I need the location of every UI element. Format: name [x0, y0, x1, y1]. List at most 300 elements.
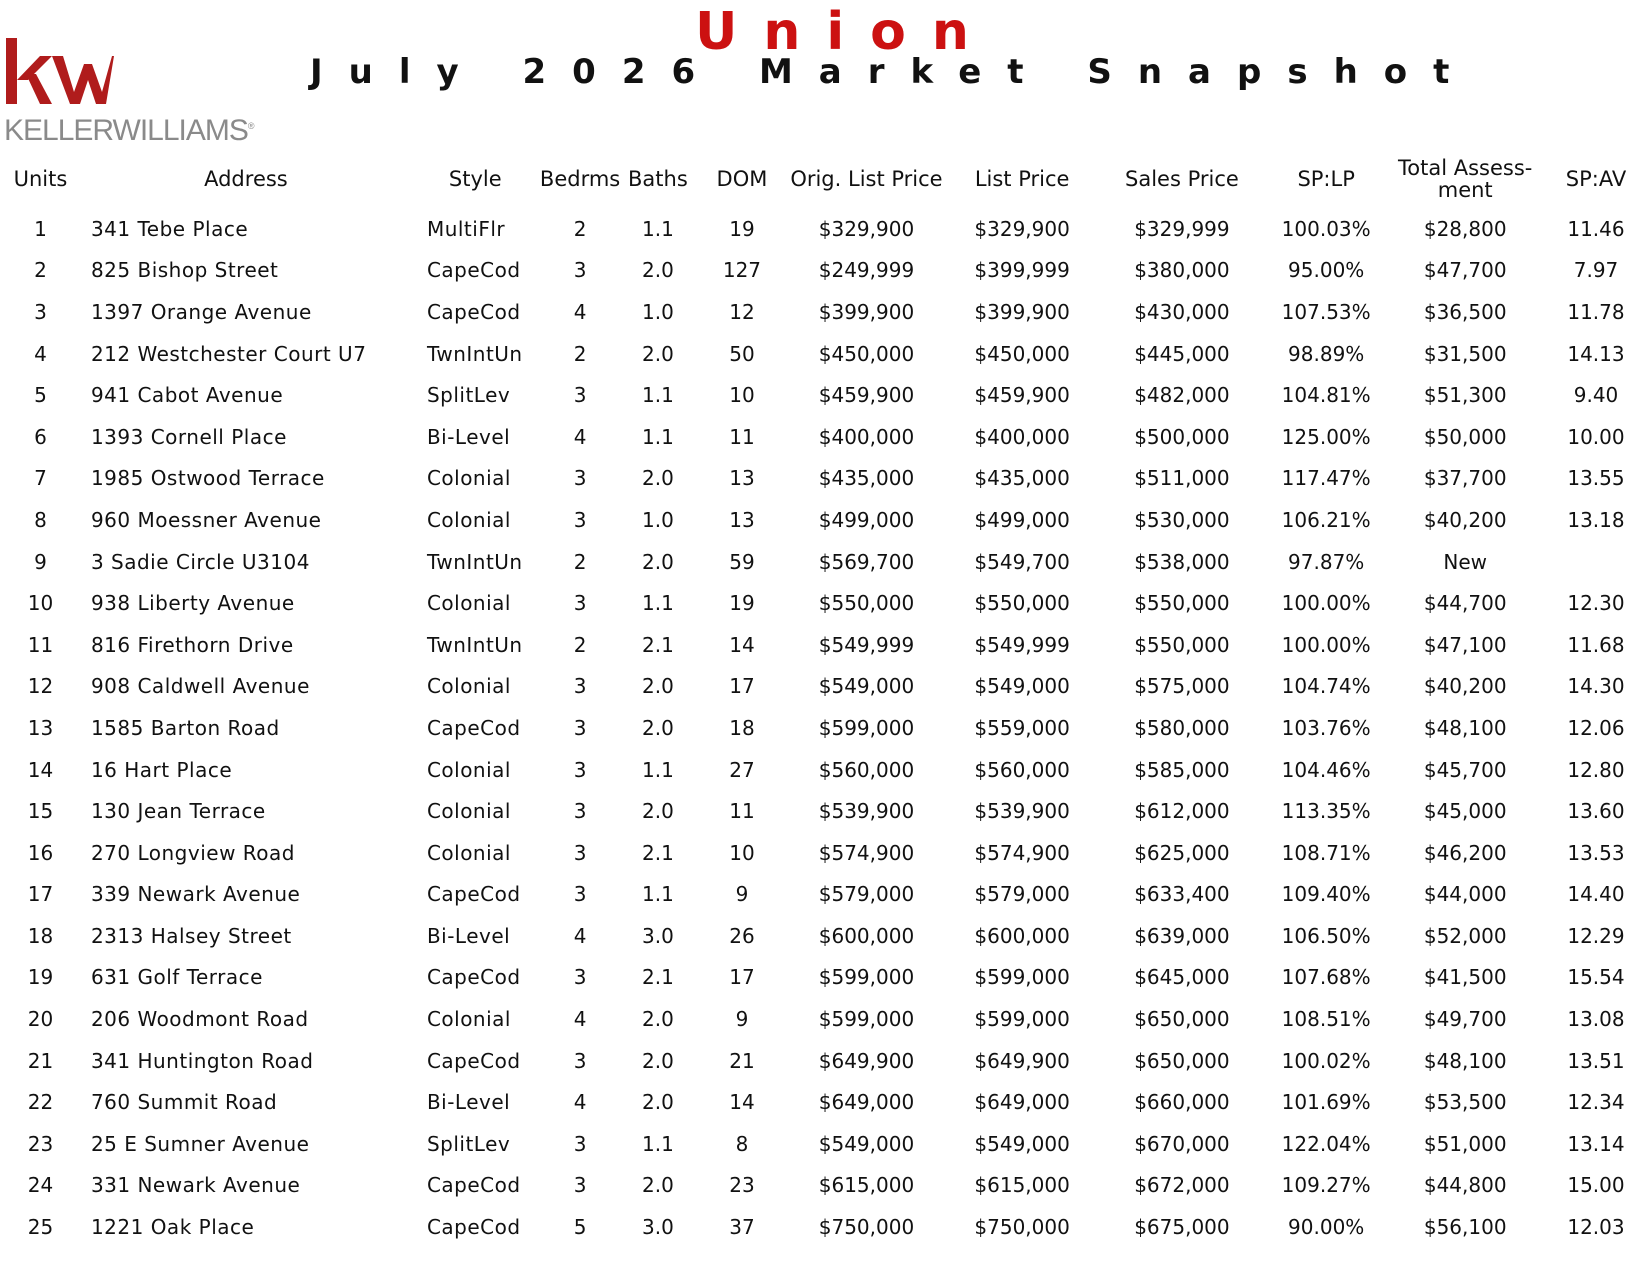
table-row — [0, 582, 1650, 624]
cell-sales-price: $575,000 — [1134, 674, 1230, 699]
cell-sales-price: $482,000 — [1134, 383, 1230, 408]
cell-total-assessment: $37,700 — [1423, 466, 1507, 491]
cell-style: MultiFlr — [426, 216, 506, 241]
cell-style: SplitLev — [426, 1131, 511, 1156]
table-row — [0, 291, 1650, 333]
cell-style: CapeCod — [426, 965, 521, 990]
cell-sales-price: $670,000 — [1134, 1131, 1230, 1156]
cell-sp-av: 11.46 — [1567, 216, 1625, 241]
cell-style: Colonial — [426, 799, 511, 824]
cell-sp-lp: 101.69% — [1281, 1090, 1371, 1115]
cell-orig-list-price: $549,000 — [818, 1131, 915, 1156]
cell-bedrooms: 3 — [573, 383, 587, 408]
cell-total-assessment: $28,800 — [1423, 216, 1507, 241]
cell-baths: 2.0 — [641, 1048, 674, 1073]
cell-orig-list-price: $459,900 — [818, 383, 915, 408]
cell-total-assessment: $44,700 — [1423, 591, 1507, 616]
cell-sales-price: $500,000 — [1134, 424, 1230, 449]
cell-dom: 13 — [729, 466, 755, 491]
logo-wordmark — [4, 114, 254, 148]
cell-list-price: $399,900 — [974, 299, 1070, 324]
cell-orig-list-price: $649,900 — [818, 1048, 915, 1073]
cell-baths: 2.0 — [641, 258, 674, 283]
table-row — [0, 1206, 1650, 1248]
cell-orig-list-price: $249,999 — [818, 258, 915, 283]
cell-baths: 1.1 — [641, 383, 674, 408]
cell-list-price: $400,000 — [974, 424, 1070, 449]
cell-dom: 59 — [729, 549, 755, 574]
cell-sales-price: $660,000 — [1134, 1090, 1230, 1115]
logo-text-keller: KELLER — [4, 114, 113, 147]
cell-list-price: $499,000 — [974, 507, 1070, 532]
table-row — [0, 1123, 1650, 1165]
cell-style: Colonial — [426, 757, 511, 782]
cell-sp-lp: 113.35% — [1281, 799, 1371, 824]
cell-dom: 11 — [729, 799, 755, 824]
cell-total-assessment: $40,200 — [1423, 674, 1507, 699]
cell-unit: 14 — [27, 757, 54, 782]
cell-sp-av: 7.97 — [1573, 258, 1619, 283]
cell-unit: 7 — [34, 466, 47, 491]
cell-total-assessment: $44,800 — [1423, 1173, 1507, 1198]
cell-list-price: $435,000 — [974, 466, 1070, 491]
cell-address: 206 Woodmont Road — [90, 1007, 309, 1032]
cell-dom: 19 — [729, 591, 755, 616]
cell-sp-av: 13.08 — [1567, 1007, 1625, 1032]
report-subtitle: July 2026 Market Snapshot — [310, 52, 1476, 92]
cell-orig-list-price: $400,000 — [818, 424, 915, 449]
cell-sp-lp: 107.68% — [1281, 965, 1371, 990]
cell-style: CapeCod — [426, 1215, 521, 1240]
cell-sp-lp: 117.47% — [1281, 466, 1371, 491]
cell-sales-price: $329,999 — [1134, 216, 1230, 241]
table-row — [0, 624, 1650, 666]
cell-address: 16 Hart Place — [90, 757, 233, 782]
cell-dom: 18 — [729, 715, 755, 740]
cell-total-assessment: $49,700 — [1423, 1007, 1507, 1032]
cell-unit: 3 — [34, 299, 47, 324]
cell-baths: 1.0 — [641, 299, 674, 324]
cell-orig-list-price: $560,000 — [818, 757, 915, 782]
cell-address: 339 Newark Avenue — [90, 882, 301, 907]
cell-sales-price: $550,000 — [1134, 632, 1230, 657]
cell-bedrooms: 2 — [573, 549, 587, 574]
cell-total-assessment: $45,700 — [1423, 757, 1507, 782]
cell-baths: 1.1 — [641, 216, 674, 241]
table-row — [0, 832, 1650, 874]
cell-baths: 1.1 — [641, 424, 674, 449]
cell-sp-av: 15.54 — [1567, 965, 1625, 990]
cell-address: 825 Bishop Street — [90, 258, 279, 283]
logo-text-williams: WILLIAMS — [112, 114, 248, 147]
cell-sp-av: 12.29 — [1567, 923, 1625, 948]
cell-dom: 23 — [729, 1173, 755, 1198]
cell-unit: 22 — [27, 1090, 54, 1115]
cell-sp-lp: 108.51% — [1281, 1007, 1371, 1032]
cell-sp-av: 13.60 — [1567, 799, 1625, 824]
table-row — [0, 874, 1650, 916]
cell-bedrooms: 3 — [573, 1048, 587, 1073]
cell-style: Bi-Level — [426, 1090, 511, 1115]
cell-list-price: $560,000 — [974, 757, 1070, 782]
table-row — [0, 1040, 1650, 1082]
table-row — [0, 707, 1650, 749]
city-title: Union — [695, 2, 995, 62]
col-header-address: Address — [204, 167, 288, 191]
cell-total-assessment: $56,100 — [1423, 1215, 1507, 1240]
cell-sp-lp: 106.21% — [1281, 507, 1371, 532]
cell-baths: 3.0 — [641, 923, 674, 948]
cell-bedrooms: 3 — [573, 715, 587, 740]
cell-total-assessment: $36,500 — [1423, 299, 1507, 324]
col-header-list-price: List Price — [974, 167, 1070, 191]
cell-style: Colonial — [426, 840, 511, 865]
cell-dom: 11 — [729, 424, 755, 449]
cell-sp-lp: 100.00% — [1281, 632, 1371, 657]
cell-sp-lp: 122.04% — [1281, 1131, 1371, 1156]
cell-list-price: $649,000 — [974, 1090, 1070, 1115]
cell-dom: 27 — [729, 757, 755, 782]
cell-sp-lp: 104.46% — [1281, 757, 1371, 782]
cell-style: Colonial — [426, 466, 511, 491]
cell-style: Bi-Level — [426, 923, 511, 948]
cell-list-price: $599,000 — [974, 1007, 1070, 1032]
cell-dom: 10 — [729, 383, 755, 408]
cell-sp-av: 14.13 — [1567, 341, 1625, 366]
cell-baths: 2.0 — [641, 549, 674, 574]
cell-total-assessment: $48,100 — [1423, 715, 1507, 740]
cell-bedrooms: 3 — [573, 507, 587, 532]
cell-style: TwnIntUn — [426, 632, 523, 657]
cell-total-assessment: New — [1443, 549, 1488, 574]
table-row — [0, 1081, 1650, 1123]
cell-style: TwnIntUn — [426, 549, 523, 574]
cell-address: 3 Sadie Circle U3104 — [90, 549, 310, 574]
cell-sp-av: 12.03 — [1567, 1215, 1625, 1240]
cell-unit: 11 — [27, 632, 54, 657]
cell-address: 2313 Halsey Street — [90, 923, 292, 948]
cell-list-price: $549,000 — [974, 674, 1070, 699]
cell-sp-lp: 109.27% — [1281, 1173, 1371, 1198]
cell-dom: 127 — [722, 258, 762, 283]
cell-list-price: $450,000 — [974, 341, 1070, 366]
cell-style: CapeCod — [426, 1048, 521, 1073]
cell-list-price: $599,000 — [974, 965, 1070, 990]
col-header-dom: DOM — [716, 167, 768, 191]
cell-unit: 12 — [27, 674, 54, 699]
cell-orig-list-price: $435,000 — [818, 466, 915, 491]
table-row — [0, 333, 1650, 375]
cell-sp-av: 13.18 — [1567, 507, 1625, 532]
table-row — [0, 541, 1650, 583]
cell-style: Colonial — [426, 674, 511, 699]
cell-list-price: $459,900 — [974, 383, 1070, 408]
cell-sp-lp: 100.02% — [1281, 1048, 1371, 1073]
cell-list-price: $329,900 — [974, 216, 1070, 241]
cell-list-price: $750,000 — [974, 1215, 1070, 1240]
cell-baths: 2.1 — [641, 632, 674, 657]
table-row — [0, 998, 1650, 1040]
cell-orig-list-price: $549,000 — [818, 674, 915, 699]
cell-sp-av: 12.80 — [1567, 757, 1625, 782]
cell-baths: 1.1 — [641, 1131, 674, 1156]
cell-bedrooms: 2 — [573, 216, 587, 241]
cell-dom: 19 — [729, 216, 755, 241]
col-header-style: Style — [448, 167, 502, 191]
cell-sales-price: $612,000 — [1134, 799, 1230, 824]
table-row — [0, 250, 1650, 292]
cell-orig-list-price: $569,700 — [818, 549, 915, 574]
cell-list-price: $550,000 — [974, 591, 1070, 616]
cell-bedrooms: 3 — [573, 882, 587, 907]
cell-baths: 2.0 — [641, 1173, 674, 1198]
cell-bedrooms: 3 — [573, 466, 587, 491]
cell-baths: 2.0 — [641, 799, 674, 824]
cell-unit: 8 — [34, 507, 47, 532]
cell-sp-av: 12.34 — [1567, 1090, 1625, 1115]
cell-unit: 20 — [27, 1007, 54, 1032]
col-header-orig-list-price: Orig. List Price — [790, 167, 943, 191]
cell-orig-list-price: $539,900 — [818, 799, 915, 824]
cell-unit: 4 — [34, 341, 47, 366]
cell-sales-price: $550,000 — [1134, 591, 1230, 616]
table-row — [0, 416, 1650, 458]
cell-sp-lp: 95.00% — [1288, 258, 1365, 283]
cell-bedrooms: 4 — [573, 1090, 587, 1115]
cell-sp-av: 14.30 — [1567, 674, 1625, 699]
cell-unit: 15 — [27, 799, 54, 824]
cell-sp-lp: 108.71% — [1281, 840, 1371, 865]
cell-sp-av: 10.00 — [1567, 424, 1625, 449]
cell-sales-price: $538,000 — [1134, 549, 1230, 574]
cell-baths: 2.0 — [641, 1007, 674, 1032]
cell-sp-av: 11.78 — [1567, 299, 1625, 324]
cell-total-assessment: $51,000 — [1423, 1131, 1507, 1156]
cell-dom: 14 — [729, 1090, 755, 1115]
cell-baths: 1.0 — [641, 507, 674, 532]
cell-list-price: $549,999 — [974, 632, 1070, 657]
cell-bedrooms: 3 — [573, 1131, 587, 1156]
table-row — [0, 790, 1650, 832]
cell-address: 938 Liberty Avenue — [90, 591, 295, 616]
cell-sales-price: $625,000 — [1134, 840, 1230, 865]
cell-bedrooms: 4 — [573, 299, 587, 324]
cell-orig-list-price: $329,900 — [818, 216, 915, 241]
col-header-total-assessment: Total Assess-ment — [1398, 156, 1533, 202]
cell-sp-av: 9.40 — [1573, 383, 1619, 408]
cell-unit: 16 — [27, 840, 54, 865]
table-row — [0, 666, 1650, 708]
cell-list-price: $615,000 — [974, 1173, 1070, 1198]
cell-baths: 2.1 — [641, 965, 674, 990]
cell-list-price: $549,000 — [974, 1131, 1070, 1156]
cell-style: Bi-Level — [426, 424, 511, 449]
cell-sp-lp: 97.87% — [1288, 549, 1365, 574]
cell-orig-list-price: $579,000 — [818, 882, 915, 907]
cell-dom: 26 — [729, 923, 755, 948]
cell-bedrooms: 3 — [573, 840, 587, 865]
cell-address: 960 Moessner Avenue — [90, 507, 322, 532]
cell-dom: 17 — [729, 674, 755, 699]
cell-orig-list-price: $615,000 — [818, 1173, 915, 1198]
col-header-sales-price: Sales Price — [1125, 167, 1239, 191]
cell-sales-price: $445,000 — [1134, 341, 1230, 366]
cell-style: CapeCod — [426, 715, 521, 740]
cell-dom: 14 — [729, 632, 755, 657]
cell-unit: 2 — [34, 258, 47, 283]
cell-style: TwnIntUn — [426, 341, 523, 366]
col-header-baths: Baths — [628, 167, 688, 191]
cell-list-price: $574,900 — [974, 840, 1070, 865]
cell-total-assessment: $41,500 — [1423, 965, 1507, 990]
cell-orig-list-price: $574,900 — [818, 840, 915, 865]
cell-address: 130 Jean Terrace — [90, 799, 266, 824]
cell-list-price: $600,000 — [974, 923, 1070, 948]
cell-bedrooms: 3 — [573, 965, 587, 990]
cell-unit: 9 — [34, 549, 47, 574]
cell-baths: 2.0 — [641, 1090, 674, 1115]
table-row — [0, 374, 1650, 416]
cell-address: 212 Westchester Court U7 — [90, 341, 367, 366]
cell-sp-av — [1542, 541, 1650, 583]
cell-address: 631 Golf Terrace — [90, 965, 263, 990]
cell-sales-price: $580,000 — [1134, 715, 1230, 740]
table-row — [0, 749, 1650, 791]
cell-address: 1985 Ostwood Terrace — [90, 466, 325, 491]
cell-sales-price: $430,000 — [1134, 299, 1230, 324]
market-snapshot-table — [0, 150, 1650, 1248]
cell-total-assessment: $50,000 — [1423, 424, 1507, 449]
cell-unit: 23 — [27, 1131, 54, 1156]
cell-baths: 1.1 — [641, 591, 674, 616]
cell-style: Colonial — [426, 591, 511, 616]
cell-sp-lp: 98.89% — [1288, 341, 1365, 366]
cell-sp-av: 15.00 — [1567, 1173, 1625, 1198]
cell-total-assessment: $53,500 — [1423, 1090, 1507, 1115]
cell-sp-lp: 106.50% — [1281, 923, 1371, 948]
cell-style: Colonial — [426, 507, 511, 532]
cell-address: 331 Newark Avenue — [90, 1173, 301, 1198]
cell-total-assessment: $47,100 — [1423, 632, 1507, 657]
cell-sp-av: 13.55 — [1567, 466, 1625, 491]
table-row — [0, 208, 1650, 250]
cell-address: 25 E Sumner Avenue — [90, 1131, 310, 1156]
col-header-sp-av: SP:AV — [1565, 167, 1627, 191]
cell-unit: 10 — [27, 591, 54, 616]
cell-address: 760 Summit Road — [90, 1090, 278, 1115]
col-header-bedrooms: Bedrms — [539, 167, 621, 191]
cell-sp-lp: 104.74% — [1281, 674, 1371, 699]
cell-sp-av: 12.06 — [1567, 715, 1625, 740]
cell-dom: 21 — [729, 1048, 755, 1073]
cell-address: 941 Cabot Avenue — [90, 383, 284, 408]
cell-sales-price: $650,000 — [1134, 1007, 1230, 1032]
cell-baths: 2.0 — [641, 674, 674, 699]
table-row — [0, 915, 1650, 957]
cell-sp-lp: 109.40% — [1281, 882, 1371, 907]
cell-orig-list-price: $600,000 — [818, 923, 915, 948]
cell-orig-list-price: $499,000 — [818, 507, 915, 532]
cell-orig-list-price: $599,000 — [818, 965, 915, 990]
cell-bedrooms: 4 — [573, 1007, 587, 1032]
table-row — [0, 458, 1650, 500]
cell-list-price: $539,900 — [974, 799, 1070, 824]
cell-address: 816 Firethorn Drive — [90, 632, 294, 657]
cell-total-assessment: $44,000 — [1423, 882, 1507, 907]
cell-unit: 25 — [27, 1215, 54, 1240]
cell-dom: 12 — [729, 299, 755, 324]
cell-bedrooms: 4 — [573, 424, 587, 449]
cell-address: 1393 Cornell Place — [90, 424, 287, 449]
cell-unit: 18 — [27, 923, 54, 948]
cell-total-assessment: $48,100 — [1423, 1048, 1507, 1073]
cell-address: 341 Huntington Road — [90, 1048, 314, 1073]
cell-sp-lp: 90.00% — [1288, 1215, 1365, 1240]
cell-orig-list-price: $550,000 — [818, 591, 915, 616]
cell-orig-list-price: $450,000 — [818, 341, 915, 366]
table-row — [0, 957, 1650, 999]
cell-unit: 21 — [27, 1048, 54, 1073]
cell-style: CapeCod — [426, 299, 521, 324]
cell-style: CapeCod — [426, 1173, 521, 1198]
cell-bedrooms: 3 — [573, 799, 587, 824]
cell-dom: 37 — [729, 1215, 755, 1240]
cell-dom: 13 — [729, 507, 755, 532]
col-header-units: Units — [13, 167, 68, 191]
cell-total-assessment: $40,200 — [1423, 507, 1507, 532]
cell-baths: 2.0 — [641, 341, 674, 366]
cell-bedrooms: 2 — [573, 341, 587, 366]
cell-unit: 5 — [34, 383, 47, 408]
cell-sp-av: 14.40 — [1567, 882, 1625, 907]
cell-dom: 50 — [729, 341, 755, 366]
cell-total-assessment: $45,000 — [1423, 799, 1507, 824]
cell-list-price: $579,000 — [974, 882, 1070, 907]
cell-sp-lp: 100.03% — [1281, 216, 1371, 241]
cell-sp-lp: 100.00% — [1281, 591, 1371, 616]
cell-unit: 19 — [27, 965, 54, 990]
cell-dom: 8 — [735, 1131, 749, 1156]
cell-sales-price: $511,000 — [1134, 466, 1230, 491]
registered-mark: ® — [247, 121, 254, 131]
cell-address: 341 Tebe Place — [90, 216, 249, 241]
cell-style: CapeCod — [426, 258, 521, 283]
cell-sales-price: $633,400 — [1134, 882, 1230, 907]
cell-baths: 2.0 — [641, 466, 674, 491]
cell-list-price: $649,900 — [974, 1048, 1070, 1073]
cell-sales-price: $639,000 — [1134, 923, 1230, 948]
cell-sp-lp: 103.76% — [1281, 715, 1371, 740]
cell-address: 270 Longview Road — [90, 840, 295, 865]
cell-unit: 24 — [27, 1173, 54, 1198]
cell-dom: 10 — [729, 840, 755, 865]
cell-bedrooms: 4 — [573, 923, 587, 948]
cell-sp-av: 13.51 — [1567, 1048, 1625, 1073]
cell-sp-lp: 107.53% — [1281, 299, 1371, 324]
table-header-row — [0, 150, 1650, 208]
cell-orig-list-price: $750,000 — [818, 1215, 915, 1240]
cell-total-assessment: $31,500 — [1423, 341, 1507, 366]
cell-total-assessment: $52,000 — [1423, 923, 1507, 948]
cell-style: SplitLev — [426, 383, 511, 408]
cell-orig-list-price: $549,999 — [818, 632, 915, 657]
cell-sales-price: $645,000 — [1134, 965, 1230, 990]
cell-address: 1221 Oak Place — [90, 1215, 255, 1240]
cell-sp-av: 11.68 — [1567, 632, 1625, 657]
cell-list-price: $559,000 — [974, 715, 1070, 740]
cell-sales-price: $585,000 — [1134, 757, 1230, 782]
cell-list-price: $549,700 — [974, 549, 1070, 574]
